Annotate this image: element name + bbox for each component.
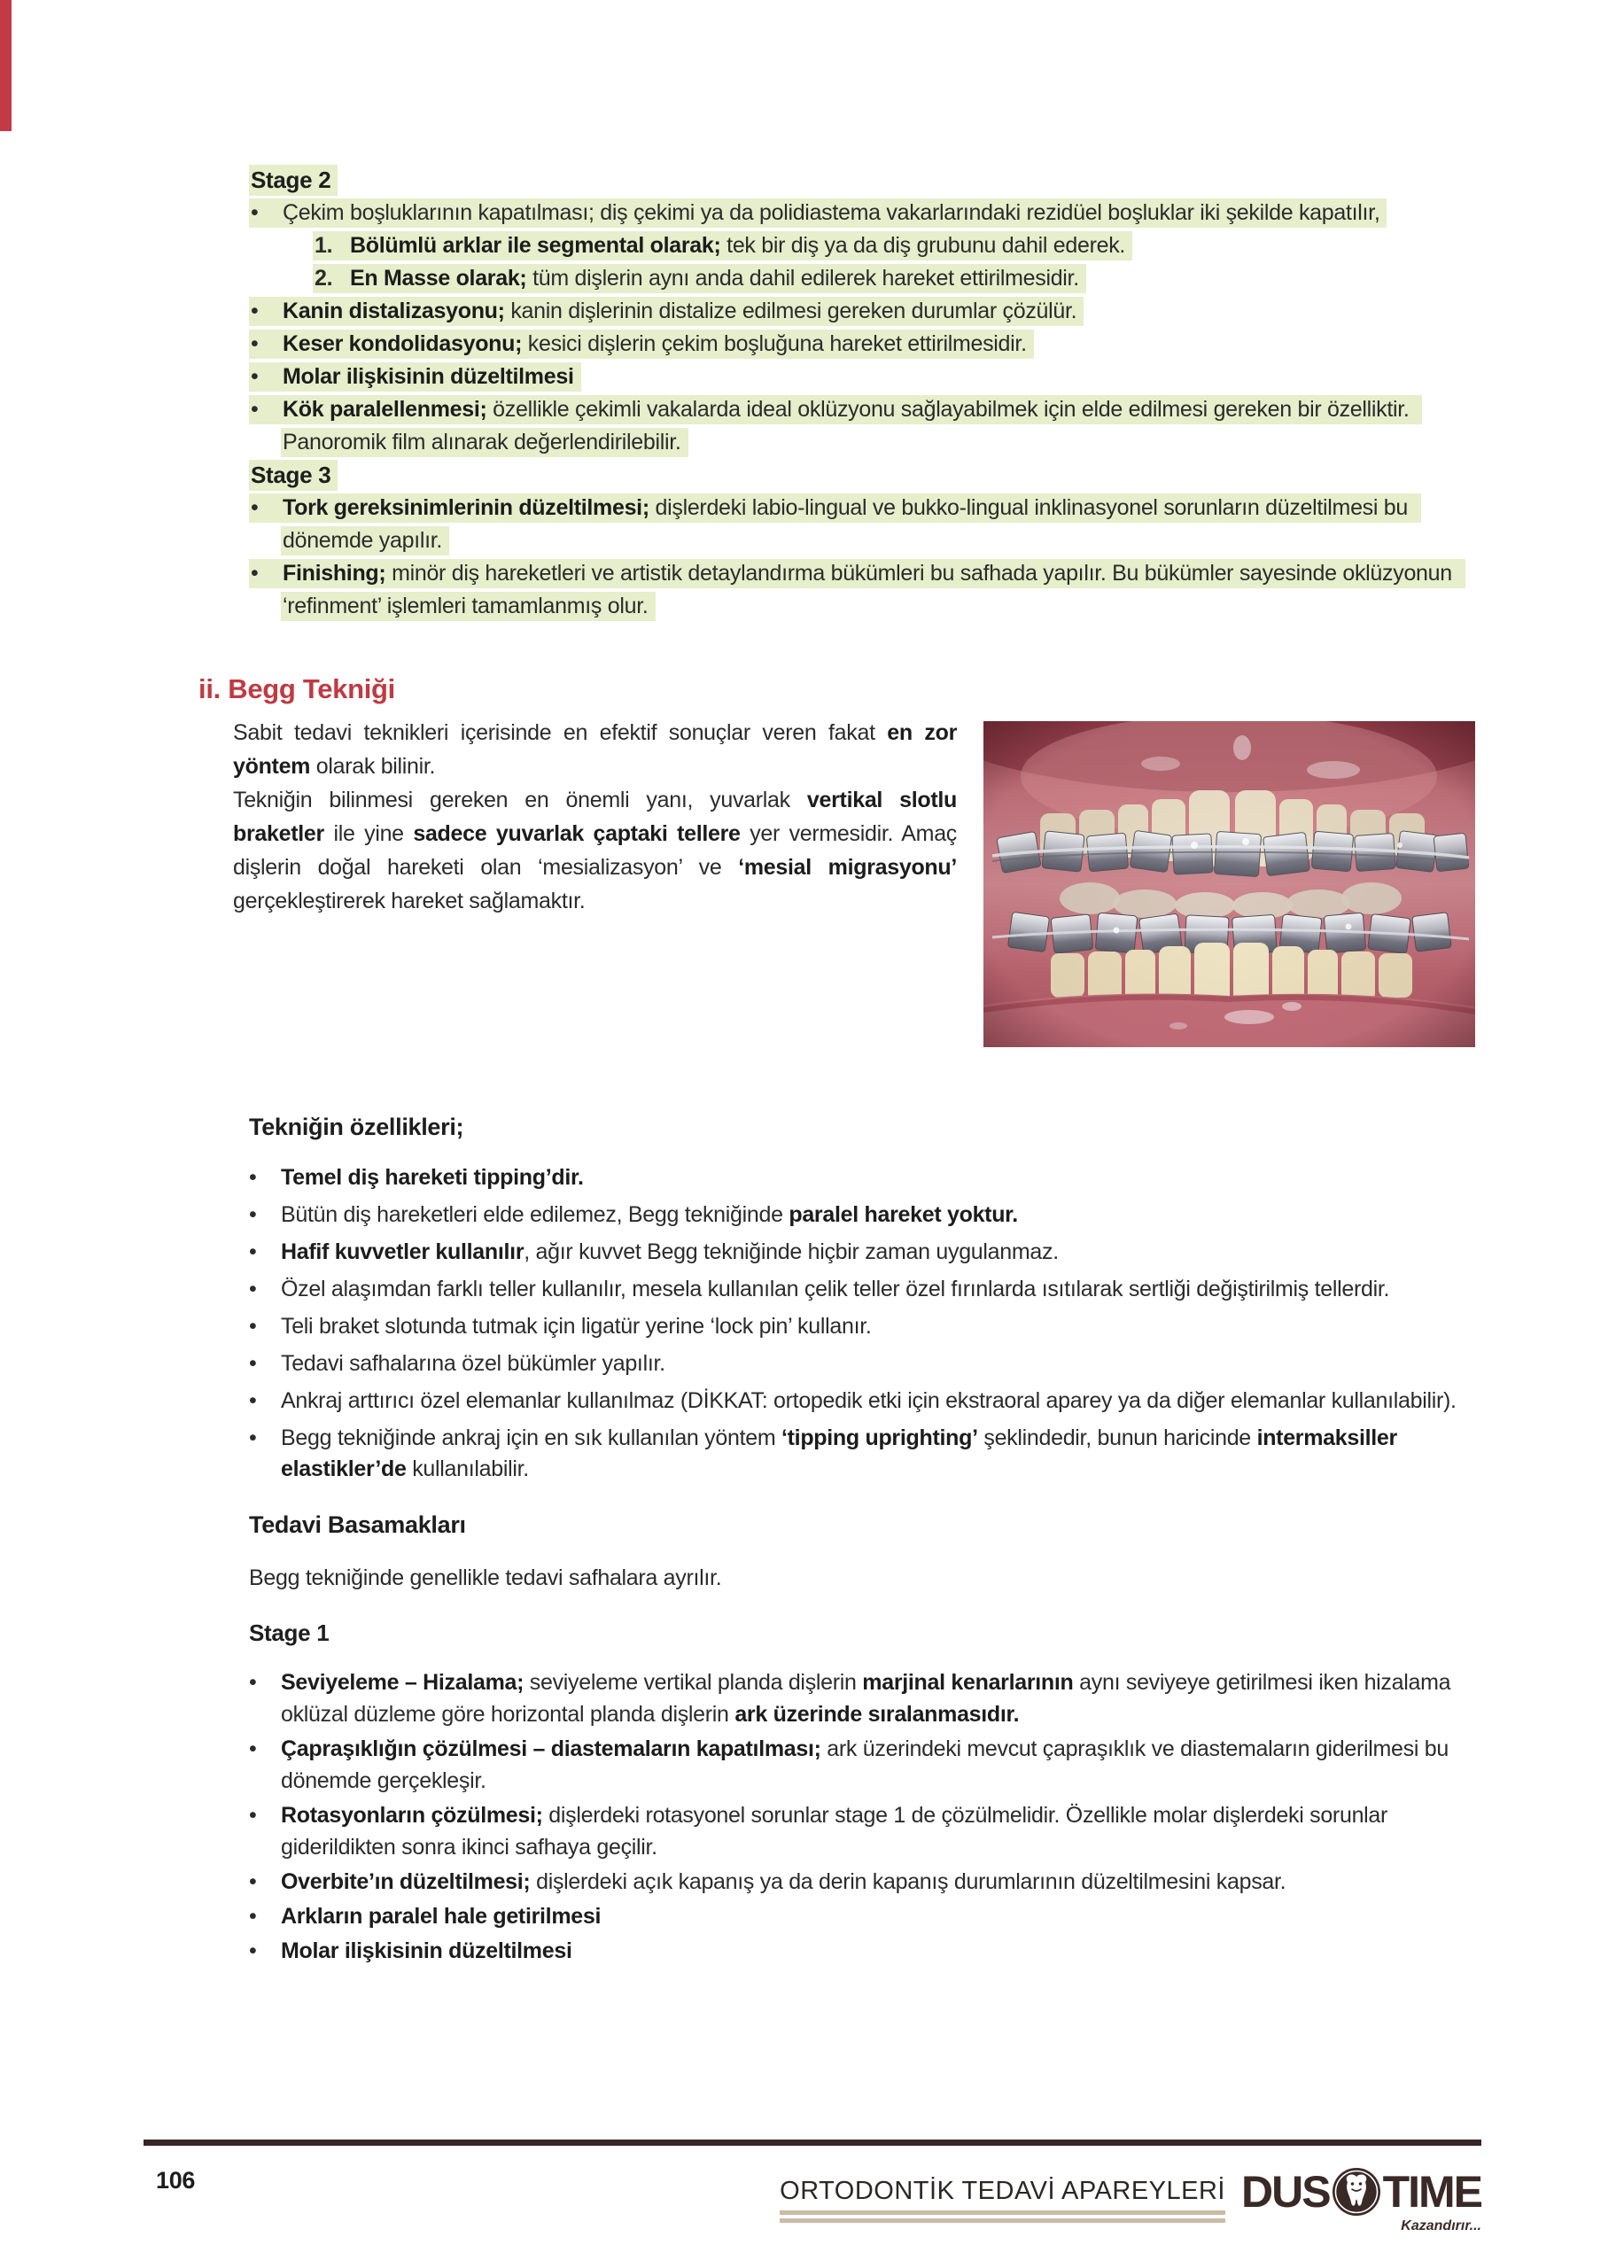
list-item	[249, 1666, 1475, 1730]
bullet-marker: •	[249, 1202, 257, 1227]
list-item-text: Keser kondolidasyonu; kesici dişlerin çekim boşluğuna hareket ettirilmesidir.	[283, 331, 1027, 356]
list-item-text: Overbite’ın düzeltilmesi; dişlerdeki açık kapanış ya da derin kapanış durumlarının düzeltilmesini kapsar.	[281, 1869, 1286, 1894]
stage2-heading	[249, 164, 1475, 197]
footer-rule	[144, 2140, 1481, 2146]
section-stage2	[249, 164, 1475, 459]
logo-text-dus: DUS	[1240, 2167, 1330, 2217]
list-item	[249, 197, 1475, 229]
list-item-text: Tedavi safhalarına özel bükümler yapılır.	[281, 1351, 665, 1376]
begg-heading: ii. Begg Tekniği	[198, 673, 395, 704]
list-item-text: Molar ilişkisinin düzeltilmesi	[283, 364, 574, 389]
dustime-logo	[1240, 2167, 1481, 2233]
bullet-marker: •	[251, 200, 259, 225]
features-heading: Tekniğin özellikleri;	[249, 1114, 464, 1140]
stage3-heading	[249, 459, 1475, 492]
list-item-text: Bütün diş hareketleri elde edilemez, Begg tekniğinde paralel hareket yoktur.	[281, 1202, 1018, 1227]
logo-tagline: Kazandırır...	[1401, 2218, 1481, 2233]
stage1-heading: Stage 1	[249, 1619, 330, 1646]
list-item-text: Teli braket slotunda tutmak için ligatür yerine ‘lock pin’ kullanır.	[281, 1314, 872, 1339]
page-footer	[144, 2140, 1481, 2233]
section-stage3	[249, 459, 1475, 623]
list-item-text: Çapraşıklığın çözülmesi – diastemaların kapatılması; ark üzerindeki mevcut çapraşıklık ve diastemaların giderilmesi bu dönemde gerçekleşir.	[281, 1736, 1455, 1793]
list-item-text: Özel alaşımdan farklı teller kullanılır, mesela kullanılan çelik teller özel fırınlarda ısıtılarak sertliği değiştirilmiş tellerdir.	[281, 1277, 1390, 1301]
list-item	[249, 1423, 1475, 1485]
list-item	[249, 328, 1475, 361]
bullet-marker: •	[249, 1736, 257, 1761]
bullet-marker: •	[251, 397, 259, 422]
list-item-text: Seviyeleme – Hizalama; seviyeleme vertikal planda dişlerin marjinal kenarlarının aynı seviyeye getirilmesi iken hizalama oklüzal düzleme göre horizontal planda dişlerin ark üzerinde sıralanmasıdır.	[281, 1670, 1457, 1727]
list-item-text: Arkların paralel hale getirilmesi	[281, 1904, 602, 1929]
footer-row	[144, 2167, 1481, 2233]
section-features	[249, 1114, 1475, 1485]
list-item-text: Tork gereksinimlerinin düzeltilmesi; dişlerdeki labio-lingual ve bukko-lingual inklinasyonel sorunların düzeltilmesi bu dönemde yapılır.	[283, 495, 1414, 553]
list-item	[249, 361, 1475, 393]
bullet-marker: •	[251, 495, 259, 520]
list-item-text: Begg tekniğinde ankraj için en sık kullanılan yöntem ‘tipping uprighting’ şeklindedir, bunun haricinde intermaksiller elastikler’de kullanılabilir.	[281, 1425, 1403, 1481]
list-item	[249, 1200, 1475, 1231]
footer-title-underline-2	[780, 2218, 1225, 2223]
footer-title-underline-1	[780, 2210, 1225, 2215]
list-item	[249, 1900, 1475, 1932]
bullet-marker: •	[249, 1803, 257, 1828]
list-item	[249, 295, 1475, 328]
list-item-text: En Masse olarak; tüm dişlerin aynı anda dahil edilerek hareket ettirilmesidir.	[350, 266, 1079, 291]
stage3-heading-text: Stage 3	[249, 460, 338, 491]
begg-body	[233, 716, 1475, 1047]
page-content	[198, 164, 1475, 1969]
list-item	[249, 1799, 1475, 1863]
bullet-marker: •	[249, 1277, 257, 1301]
list-item	[249, 1386, 1475, 1417]
list-item	[249, 557, 1475, 623]
bullet-marker: •	[251, 331, 259, 356]
begg-paragraphs	[233, 716, 963, 1047]
bullet-marker: •	[249, 1351, 257, 1376]
list-item-text: Hafif kuvvetler kullanılır, ağır kuvvet Begg tekniğinde hiçbir zaman uygulanmaz.	[281, 1239, 1059, 1264]
page-edge-red-tab	[0, 0, 12, 131]
begg-paragraph-2: Tekniğin bilinmesi gereken en önemli yanı, yuvarlak vertikal slotlu braketler ile yine sadece yuvarlak çaptaki tellere yer vermesidir. Amaç dişlerin doğal hareketi olan ‘mesializasyon’ ve ‘mesial migrasyonu’ gerçekleştirerek hareket sağlamaktır.	[233, 788, 963, 913]
list-item-text: Bölümlü arklar ile segmental olarak; tek bir diş ya da diş grubunu dahil ederek.	[350, 233, 1126, 258]
list-item-text: Temel diş hareketi tipping’dir.	[281, 1165, 584, 1190]
bullet-marker: •	[251, 561, 259, 586]
stage3-list	[249, 492, 1475, 623]
list-item	[249, 229, 1475, 262]
bullet-marker: •	[249, 1388, 257, 1413]
braces-photo-art	[983, 721, 1475, 1047]
list-item-text: Rotasyonların çözülmesi; dişlerdeki rotasyonel sorunlar stage 1 de çözülmelidir. Özellikle molar dişlerdeki sorunlar giderildikten sonra ikinci safhaya geçilir.	[281, 1803, 1394, 1860]
list-item	[249, 1162, 1475, 1193]
features-list	[249, 1162, 1475, 1485]
bullet-marker: •	[249, 1904, 257, 1929]
bullet-marker: •	[249, 1314, 257, 1339]
list-item	[249, 393, 1475, 459]
bullet-marker: •	[251, 299, 259, 323]
page-number: 106	[156, 2167, 196, 2194]
bullet-marker: •	[249, 1165, 257, 1190]
bullet-marker: •	[249, 1239, 257, 1264]
tooth-icon	[1332, 2167, 1381, 2217]
list-item-text: Ankraj arttırıcı özel elemanlar kullanılmaz (DİKKAT: ortopedik etki için ekstraoral aparey ya da diğer elemanlar kullanılabilir).	[281, 1388, 1457, 1413]
section-stage1	[249, 1619, 1475, 1967]
bullet-marker: •	[249, 1869, 257, 1894]
stage2-heading-text: Stage 2	[249, 165, 338, 196]
footer-title-block	[780, 2177, 1225, 2223]
list-item	[249, 1274, 1475, 1305]
footer-title: ORTODONTİK TEDAVİ APAREYLERİ	[780, 2177, 1225, 2205]
stage1-list	[249, 1666, 1475, 1967]
section-treatment-steps	[249, 1511, 1475, 1595]
bullet-marker: •	[249, 1425, 257, 1450]
list-item	[249, 1935, 1475, 1967]
list-item	[249, 1866, 1475, 1898]
list-item	[249, 262, 1475, 295]
list-item-text: Finishing; minör diş hareketleri ve artistik detaylandırma bükümleri bu safhada yapılır. Bu bükümler sayesinde oklüzyonun ‘refinment’ işlemleri tamamlanmış olur.	[283, 561, 1458, 618]
stage2-list	[249, 197, 1475, 459]
list-item-text: Kanin distalizasyonu; kanin dişlerinin distalize edilmesi gereken durumlar çözülür.	[283, 299, 1077, 323]
bullet-marker: 1.	[315, 233, 333, 258]
intraoral-braces-photo	[983, 721, 1475, 1047]
list-item-text: Çekim boşluklarının kapatılması; diş çekimi ya da polidiastema vakarlarındaki rezidüel boşluklar iki şekilde kapatılır,	[283, 200, 1380, 225]
footer-right	[780, 2167, 1481, 2233]
list-item	[249, 1237, 1475, 1268]
list-item-text: Molar ilişkisinin düzeltilmesi	[281, 1938, 572, 1963]
list-item-text: Kök paralellenmesi; özellikle çekimli vakalarda ideal oklüzyonu sağlayabilmek için elde edilmesi gereken bir özelliktir. Panoromik film alınarak değerlendirilebilir.	[283, 397, 1416, 454]
list-item	[249, 492, 1475, 557]
list-item	[249, 1311, 1475, 1342]
logo-text-time: TIME	[1382, 2167, 1481, 2217]
bullet-marker: •	[249, 1938, 257, 1963]
section-begg-technique	[198, 672, 1475, 1047]
list-item	[249, 1348, 1475, 1379]
list-item	[249, 1733, 1475, 1797]
treatment-intro: Begg tekniğinde genellikle tedavi safhalara ayrılır.	[249, 1565, 722, 1590]
begg-paragraph-1: Sabit tedavi teknikleri içerisinde en efektif sonuçlar veren fakat en zor yöntem olarak bilinir.	[233, 720, 963, 779]
treatment-heading: Tedavi Basamakları	[249, 1511, 466, 1538]
bullet-marker: •	[251, 364, 259, 389]
bullet-marker: 2.	[315, 266, 333, 291]
bullet-marker: •	[249, 1670, 257, 1695]
